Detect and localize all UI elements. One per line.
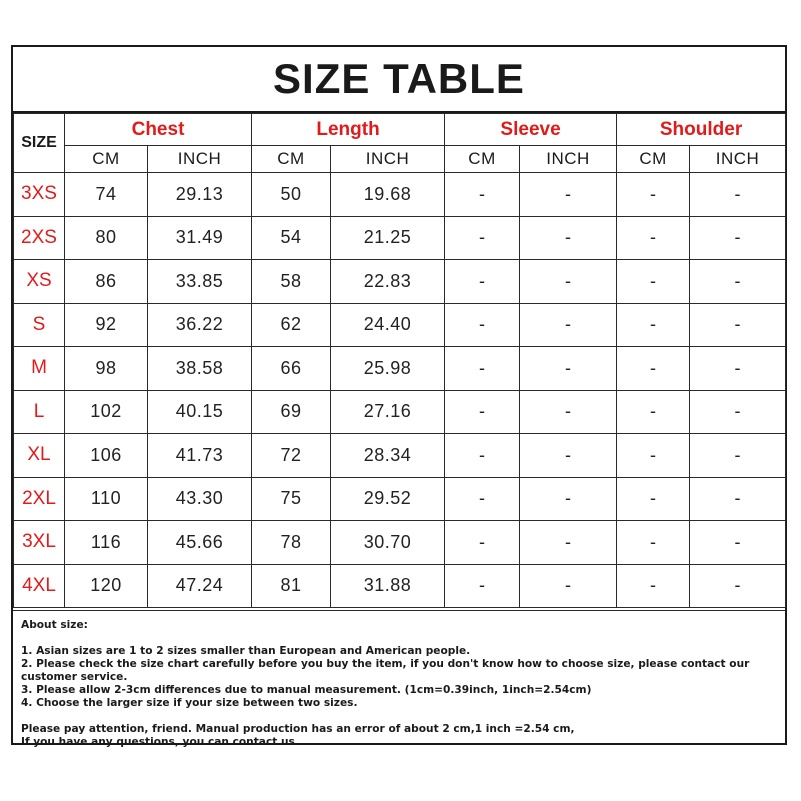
table-row [14,260,786,304]
sleeve-inch-cell: - [520,303,617,347]
sleeve-cm-cell: - [445,216,520,260]
chest-cm-cell: 74 [65,173,148,217]
shoulder-inch-cell: - [690,303,786,347]
size-label: 4XL [14,564,65,608]
sleeve-inch-cell: - [520,390,617,434]
sleeve-cm-cell: - [445,303,520,347]
sleeve-inch-cell: - [520,216,617,260]
chest-cm-cell: 92 [65,303,148,347]
sleeve-cm-cell: - [445,260,520,304]
shoulder-inch-cell: - [690,173,786,217]
sleeve-inch-cell: - [520,564,617,608]
size-label: 2XS [14,216,65,260]
shoulder-inch-cell: - [690,564,786,608]
table-row [14,390,786,434]
size-label: S [14,303,65,347]
note-item: 3. Please allow 2-3cm differences due to manual measurement. (1cm=0.39inch, 1inch=2.54cm) [21,684,592,696]
chest-inch-cell: 38.58 [148,347,252,391]
length-cm-cell: 72 [252,434,331,478]
length-cm-cell: 54 [252,216,331,260]
sleeve-cm-cell: - [445,521,520,565]
size-label: 3XL [14,521,65,565]
length-inch-cell: 24.40 [331,303,445,347]
chest-cm-cell: 98 [65,347,148,391]
size-label: M [14,347,65,391]
chest-inch-cell: 45.66 [148,521,252,565]
table-row [14,521,786,565]
table-row [14,347,786,391]
chest-group-header: Chest [65,114,252,146]
length-cm-cell: 58 [252,260,331,304]
size-label: XS [14,260,65,304]
sleeve-inch-cell: - [520,477,617,521]
shoulder-inch-cell: - [690,390,786,434]
size-rows [14,173,786,608]
sleeve-cm-header: CM [445,146,520,173]
sleeve-inch-cell: - [520,434,617,478]
chest-cm-cell: 86 [65,260,148,304]
chest-inch-cell: 40.15 [148,390,252,434]
length-cm-cell: 75 [252,477,331,521]
sleeve-inch-header: INCH [520,146,617,173]
shoulder-cm-cell: - [617,216,690,260]
shoulder-cm-cell: - [617,521,690,565]
shoulder-group-header: Shoulder [617,114,786,146]
shoulder-inch-cell: - [690,347,786,391]
size-label: 3XS [14,173,65,217]
length-inch-cell: 27.16 [331,390,445,434]
shoulder-cm-cell: - [617,260,690,304]
size-label: L [14,390,65,434]
chest-inch-cell: 33.85 [148,260,252,304]
length-cm-cell: 66 [252,347,331,391]
shoulder-inch-cell: - [690,260,786,304]
shoulder-cm-cell: - [617,347,690,391]
shoulder-cm-cell: - [617,390,690,434]
sleeve-inch-cell: - [520,260,617,304]
shoulder-inch-cell: - [690,434,786,478]
shoulder-inch-cell: - [690,521,786,565]
length-group-header: Length [252,114,445,146]
chest-inch-cell: 31.49 [148,216,252,260]
sleeve-cm-cell: - [445,390,520,434]
chest-inch-cell: 43.30 [148,477,252,521]
length-cm-cell: 78 [252,521,331,565]
table-row [14,434,786,478]
shoulder-inch-cell: - [690,216,786,260]
chest-cm-cell: 120 [65,564,148,608]
shoulder-cm-cell: - [617,564,690,608]
chest-inch-header: INCH [148,146,252,173]
table-row [14,564,786,608]
length-inch-cell: 25.98 [331,347,445,391]
note-item: 4. Choose the larger size if your size between two sizes. [21,697,358,709]
sleeve-cm-cell: - [445,173,520,217]
length-inch-cell: 28.34 [331,434,445,478]
length-inch-cell: 29.52 [331,477,445,521]
shoulder-cm-header: CM [617,146,690,173]
sleeve-cm-cell: - [445,347,520,391]
length-inch-header: INCH [331,146,445,173]
shoulder-inch-cell: - [690,477,786,521]
table-row [14,173,786,217]
shoulder-cm-cell: - [617,173,690,217]
sleeve-cm-cell: - [445,564,520,608]
page-title: SIZE TABLE [13,47,785,113]
length-cm-cell: 81 [252,564,331,608]
shoulder-cm-cell: - [617,434,690,478]
note-item: 2. Please check the size chart carefully before you buy the item, if you don't know how to choose size, please contact our customer service. [21,658,750,683]
length-inch-cell: 31.88 [331,564,445,608]
notes-heading: About size: [21,619,88,631]
sleeve-cm-cell: - [445,434,520,478]
shoulder-cm-cell: - [617,303,690,347]
chest-inch-cell: 41.73 [148,434,252,478]
notes-footer-line: Please pay attention, friend. Manual production has an error of about 2 cm,1 inch =2.54 cm, [21,723,575,735]
chest-cm-cell: 102 [65,390,148,434]
chest-cm-cell: 80 [65,216,148,260]
size-table-frame [11,45,787,748]
length-inch-cell: 19.68 [331,173,445,217]
size-table [13,113,786,608]
length-inch-cell: 22.83 [331,260,445,304]
length-inch-cell: 21.25 [331,216,445,260]
length-cm-cell: 62 [252,303,331,347]
size-label: XL [14,434,65,478]
about-size-notes [13,610,785,748]
length-cm-cell: 50 [252,173,331,217]
table-row [14,477,786,521]
chest-cm-cell: 106 [65,434,148,478]
table-row [14,303,786,347]
size-label: 2XL [14,477,65,521]
chest-cm-header: CM [65,146,148,173]
shoulder-inch-header: INCH [690,146,786,173]
chest-inch-cell: 36.22 [148,303,252,347]
length-cm-header: CM [252,146,331,173]
chest-inch-cell: 29.13 [148,173,252,217]
sleeve-inch-cell: - [520,347,617,391]
sleeve-inch-cell: - [520,173,617,217]
sleeve-inch-cell: - [520,521,617,565]
chest-inch-cell: 47.24 [148,564,252,608]
sleeve-cm-cell: - [445,477,520,521]
table-row [14,216,786,260]
shoulder-cm-cell: - [617,477,690,521]
length-cm-cell: 69 [252,390,331,434]
size-column-header: SIZE [14,114,65,173]
notes-footer-line: If you have any questions, you can contact us. [21,736,299,748]
chest-cm-cell: 110 [65,477,148,521]
chest-cm-cell: 116 [65,521,148,565]
note-item: 1. Asian sizes are 1 to 2 sizes smaller than European and American people. [21,645,471,657]
length-inch-cell: 30.70 [331,521,445,565]
sleeve-group-header: Sleeve [445,114,617,146]
